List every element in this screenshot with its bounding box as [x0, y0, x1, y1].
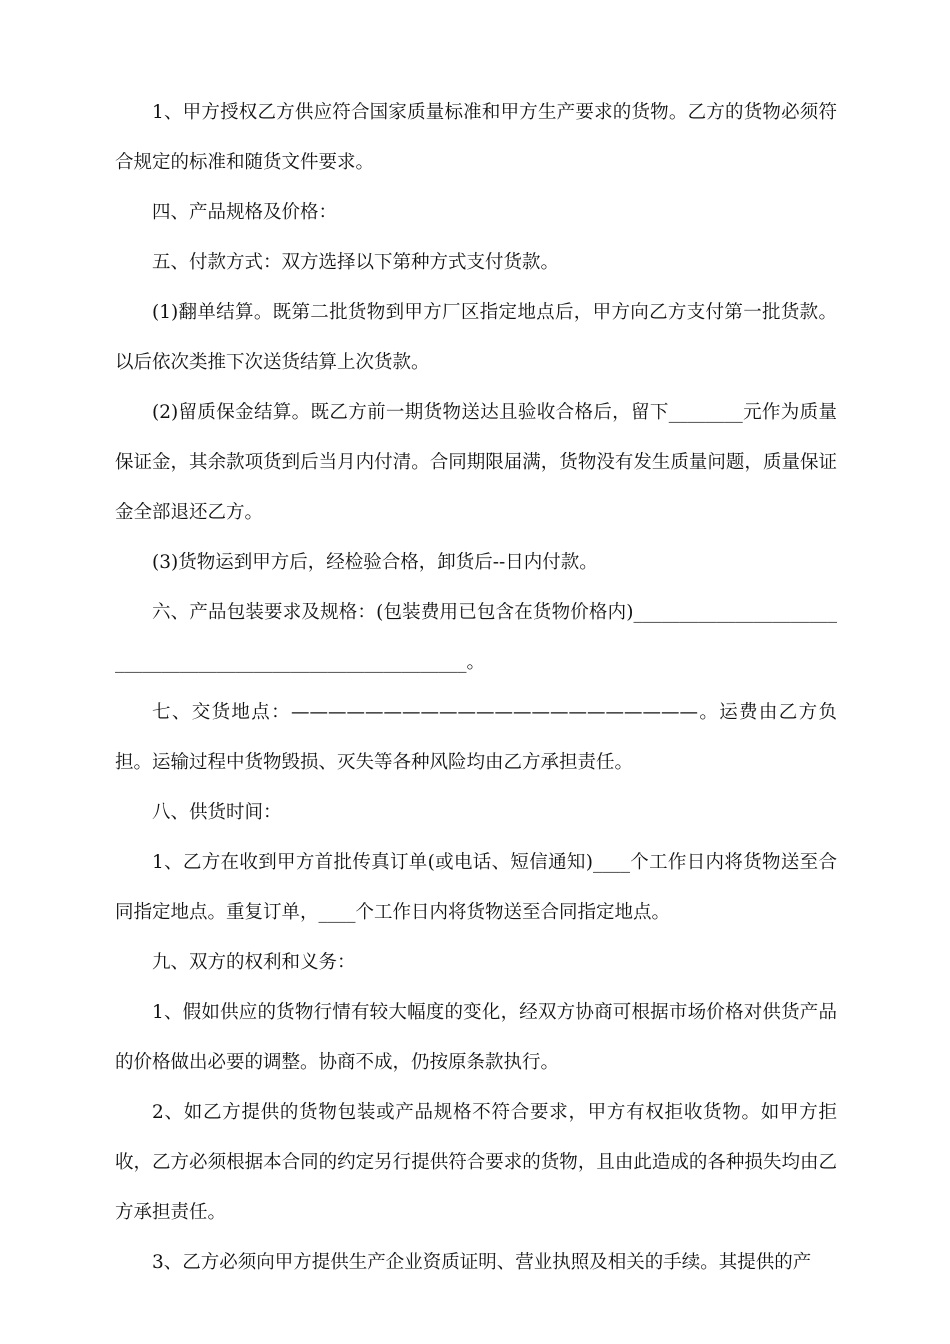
clause-payment-option-3: (3)货物运到甲方后，经检验合格，卸货后--日内付款。 [152, 552, 598, 573]
section-product-specs-price: 四、产品规格及价格： [152, 202, 338, 223]
section-supply-time: 八、供货时间： [152, 802, 282, 823]
clause-payment-option-1: (1)翻单结算。既第二批货物到甲方厂区指定地点后，甲方向乙方支付第一批货款。以后依次类推下次送货结算上次货款。 [115, 302, 837, 373]
section-delivery-location: 七、交货地点：——————————————————————。运费由乙方负担。运输过程中货物毁损、灭失等各种风险均由乙方承担责任。 [115, 702, 837, 773]
clause-price-adjustment: 1、假如供应的货物行情有较大幅度的变化，经双方协商可根据市场价格对供货产品的价格做出必要的调整。协商不成，仍按原条款执行。 [115, 1002, 837, 1073]
clause-quality-authorization: 1、甲方授权乙方供应符合国家质量标准和甲方生产要求的货物。乙方的货物必须符合规定的标准和随货文件要求。 [115, 102, 837, 173]
clause-rejection-right: 2、如乙方提供的货物包装或产品规格不符合要求，甲方有权拒收货物。如甲方拒收，乙方必须根据本合同的约定另行提供符合要求的货物，且由此造成的各种损失均由乙方承担责任。 [115, 1102, 837, 1223]
section-packaging-requirements: 六、产品包装要求及规格：(包装费用已包含在货物价格内)____________________________________________________________。 [115, 602, 837, 673]
clause-delivery-deadline: 1、乙方在收到甲方首批传真订单(或电话、短信通知)____个工作日内将货物送至合同指定地点。重复订单，____个工作日内将货物送至合同指定地点。 [115, 852, 837, 923]
section-rights-obligations: 九、双方的权利和义务： [152, 952, 356, 973]
clause-payment-option-2: (2)留质保金结算。既乙方前一期货物送达且验收合格后，留下________元作为质量保证金，其余款项货到后当月内付清。合同期限届满，货物没有发生质量问题，质量保证金全部退还乙方。 [115, 402, 837, 523]
section-payment-method: 五、付款方式：双方选择以下第种方式支付货款。 [152, 252, 560, 273]
clause-qualification-documents: 3、乙方必须向甲方提供生产企业资质证明、营业执照及相关的手续。其提供的产 [152, 1252, 812, 1273]
